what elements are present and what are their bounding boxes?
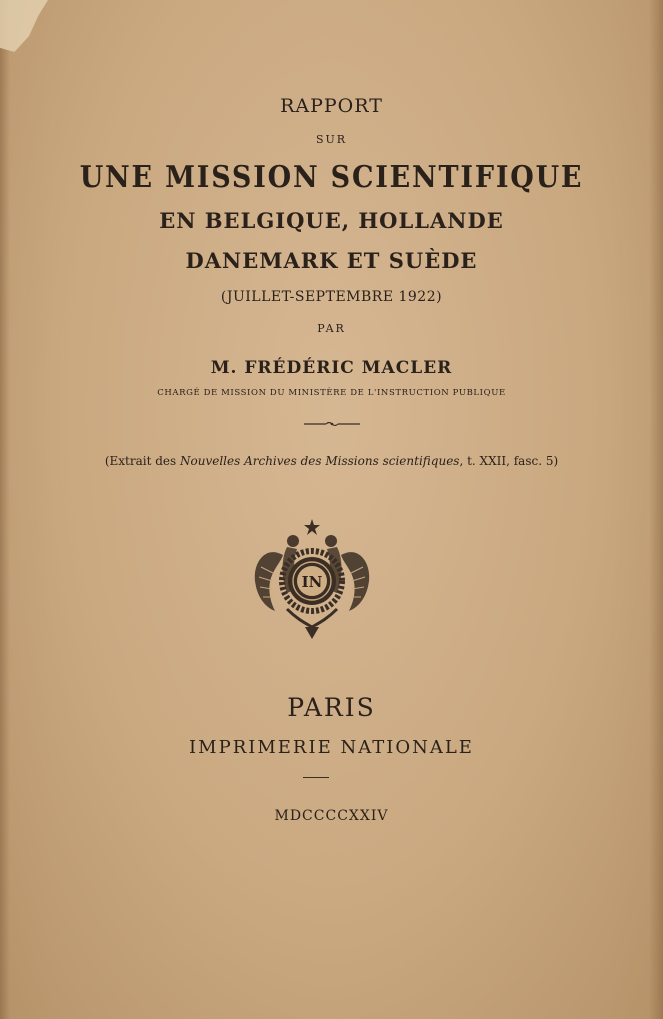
publication-year: MDCCCCXXIV [274, 808, 389, 824]
extrait-journal: Nouvelles Archives des Missions scientifiques [179, 454, 460, 468]
imprimerie-nationale-emblem-icon [247, 515, 377, 645]
title-mission: UNE MISSION SCIENTIFIQUE [79, 160, 584, 195]
dates: (JUILLET-SEPTEMBRE 1922) [220, 289, 443, 305]
ornament-divider-icon [0, 413, 663, 432]
short-rule [303, 777, 329, 778]
title-countries-1: EN BELGIQUE, HOLLANDE [159, 208, 504, 233]
paper-edge-right [649, 0, 663, 1019]
emblem-monogram: IN [301, 573, 323, 591]
place-of-publication: PARIS [287, 693, 376, 722]
torn-corner [0, 0, 48, 52]
title-sur: SUR [315, 133, 348, 146]
extrait-suffix: , t. XXII, fasc. 5) [459, 454, 559, 468]
extrait-note [0, 454, 663, 468]
publisher: IMPRIMERIE NATIONALE [189, 737, 474, 758]
paper-edge-left [0, 0, 10, 1019]
extrait-prefix: (Extrait des [104, 454, 180, 468]
author-title: CHARGÉ DE MISSION DU MINISTÈRE DE L'INSTRUCTION PUBLIQUE [157, 388, 506, 398]
author-name: M. FRÉDÉRIC MACLER [210, 358, 453, 378]
title-countries-2: DANEMARK ET SUÈDE [185, 248, 478, 273]
par-label: PAR [317, 322, 346, 335]
title-rapport: RAPPORT [280, 95, 383, 117]
